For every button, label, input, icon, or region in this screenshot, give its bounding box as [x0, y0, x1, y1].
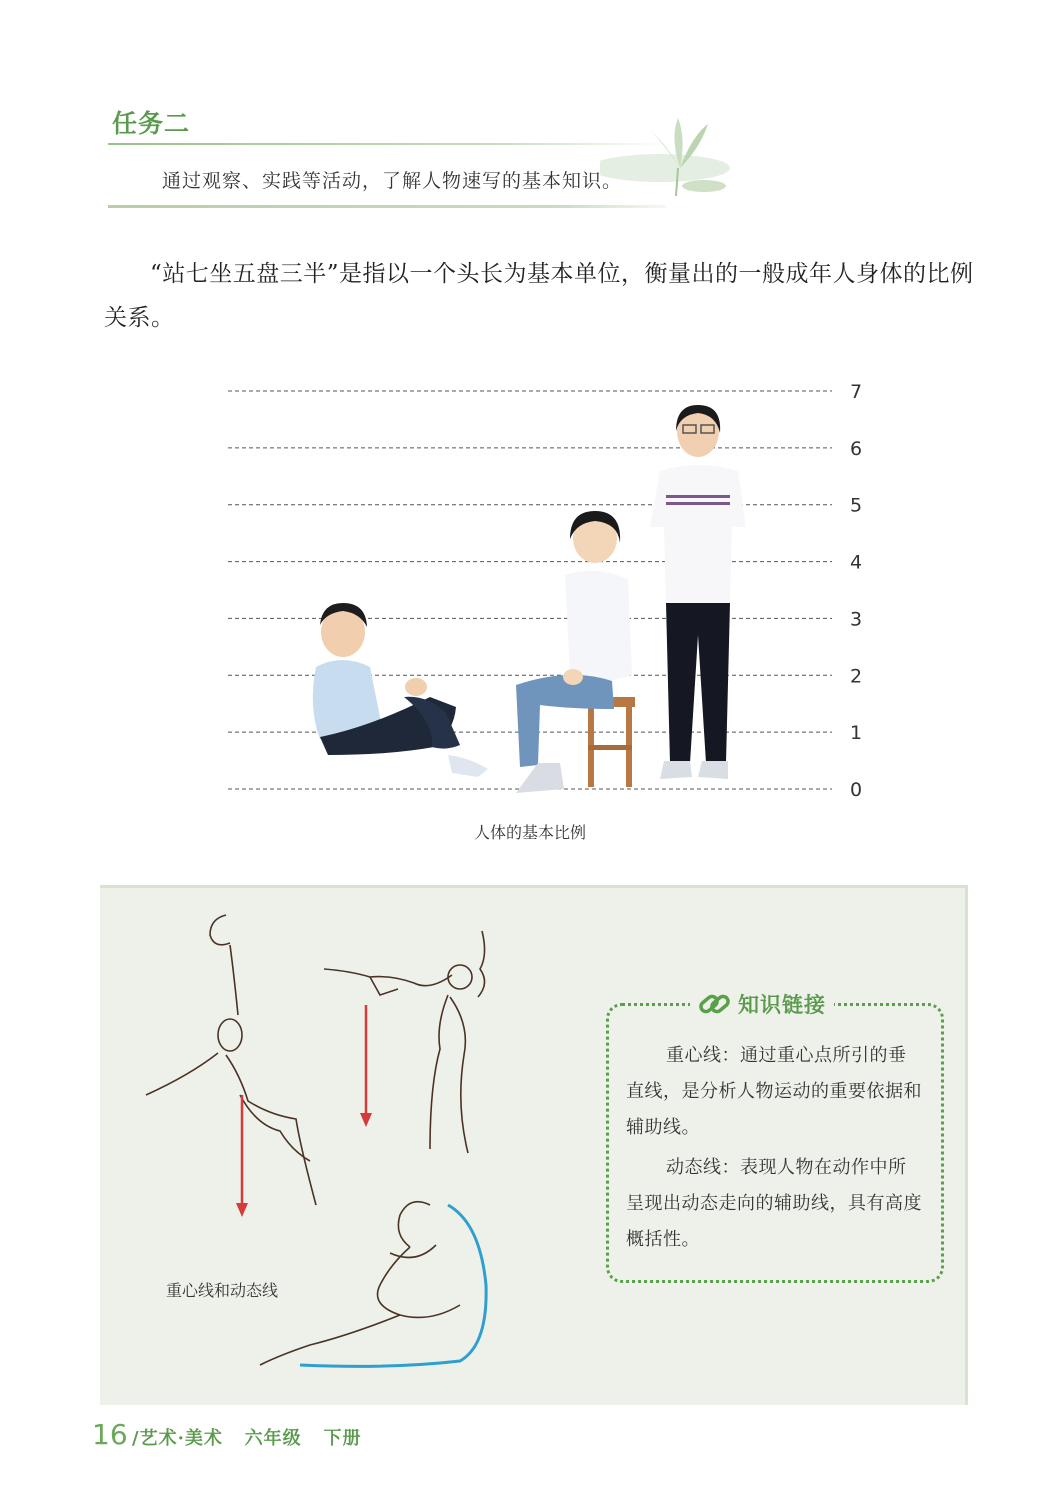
scale-label: 3: [850, 608, 863, 631]
scale-label: 7: [850, 381, 863, 403]
standing-person-photo: [650, 405, 746, 779]
scale-label: 2: [850, 665, 863, 688]
figure-caption: 人体的基本比例: [473, 823, 586, 842]
scale-label: 1: [850, 722, 863, 745]
definition-gravity-line: 重心线：通过重心点所引的垂直线，是分析人物运动的重要依据和辅助线。: [626, 1045, 922, 1138]
dynamic-line-sketch: [300, 1205, 486, 1366]
sketch-caption: 重心线和动态线: [166, 1281, 279, 1300]
scale-label: 5: [850, 494, 863, 517]
knowledge-link-title: 知识链接: [738, 992, 826, 1017]
cross-legged-person-photo: [313, 603, 488, 777]
dancing-figure-sketch: [324, 931, 485, 1153]
seated-person-photo: [516, 511, 635, 793]
lotus-decoration-icon: [600, 98, 750, 200]
task-divider-top: [108, 143, 668, 145]
body-proportion-figure: [220, 375, 880, 805]
task-title: 任务二: [112, 109, 191, 138]
jumping-figure-sketch: [146, 915, 316, 1205]
chain-link-icon: [698, 989, 732, 1019]
knowledge-link-header: [690, 987, 834, 1021]
task-divider-bottom: [108, 205, 666, 208]
crouching-figure-sketch: [260, 1202, 460, 1365]
book-title: /艺术·美术 六年级 下册: [132, 1428, 362, 1449]
scale-label: 6: [850, 437, 863, 460]
task-description: 通过观察、实践等活动，了解人物速写的基本知识。: [162, 170, 623, 192]
scale-label: 0: [850, 779, 863, 801]
page-number: 16: [92, 1418, 128, 1451]
scale-labels: [850, 381, 862, 801]
scale-label: 4: [850, 551, 863, 574]
intro-paragraph: “站七坐五盘三半”是指以一个头长为基本单位，衡量出的一般成年人身体的比例关系。: [104, 261, 974, 331]
definition-dynamic-line: 动态线：表现人物在动作中所呈现出动态走向的辅助线，具有高度概括性。: [626, 1157, 922, 1250]
gesture-sketches: [130, 905, 510, 1375]
